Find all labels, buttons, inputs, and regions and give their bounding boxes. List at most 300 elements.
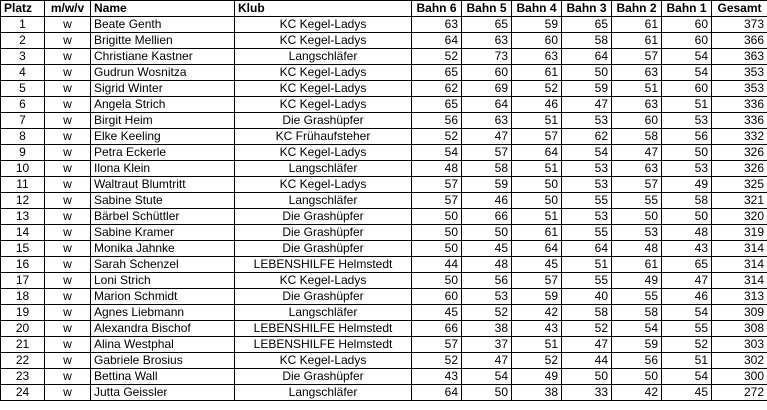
cell-bahn5: 47 — [462, 129, 512, 145]
cell-bahn4: 50 — [512, 193, 562, 209]
cell-gender: w — [45, 385, 91, 401]
cell-klub: Die Grashüpfer — [235, 113, 412, 129]
table-body — [1, 17, 767, 401]
cell-klub: KC Kegel-Ladys — [235, 145, 412, 161]
cell-bahn6: 56 — [412, 113, 462, 129]
cell-bahn2: 60 — [612, 113, 662, 129]
cell-bahn5: 73 — [462, 49, 512, 65]
cell-platz: 10 — [1, 161, 45, 177]
cell-gesamt: 303 — [712, 337, 767, 353]
cell-bahn1: 54 — [662, 65, 712, 81]
cell-platz: 12 — [1, 193, 45, 209]
cell-bahn4: 51 — [512, 113, 562, 129]
cell-name: Agnes Liebmann — [91, 305, 235, 321]
cell-bahn3: 58 — [562, 305, 612, 321]
cell-bahn1: 53 — [662, 161, 712, 177]
cell-platz: 9 — [1, 145, 45, 161]
cell-gender: w — [45, 321, 91, 337]
cell-platz: 14 — [1, 225, 45, 241]
table-row — [1, 97, 767, 113]
cell-name: Birgit Heim — [91, 113, 235, 129]
cell-gender: w — [45, 161, 91, 177]
cell-bahn2: 48 — [612, 241, 662, 257]
cell-bahn6: 54 — [412, 145, 462, 161]
cell-bahn3: 64 — [562, 49, 612, 65]
cell-gesamt: 326 — [712, 145, 767, 161]
cell-klub: KC Kegel-Ladys — [235, 177, 412, 193]
cell-bahn4: 49 — [512, 369, 562, 385]
cell-gender: w — [45, 305, 91, 321]
cell-bahn6: 65 — [412, 65, 462, 81]
cell-bahn4: 45 — [512, 257, 562, 273]
cell-klub: Die Grashüpfer — [235, 225, 412, 241]
cell-bahn4: 51 — [512, 209, 562, 225]
cell-bahn4: 64 — [512, 145, 562, 161]
cell-bahn6: 43 — [412, 369, 462, 385]
cell-bahn1: 50 — [662, 145, 712, 161]
cell-gesamt: 314 — [712, 273, 767, 289]
table-row — [1, 305, 767, 321]
cell-gender: w — [45, 353, 91, 369]
cell-platz: 2 — [1, 33, 45, 49]
cell-bahn5: 60 — [462, 65, 512, 81]
cell-gesamt: 302 — [712, 353, 767, 369]
cell-bahn2: 50 — [612, 209, 662, 225]
cell-bahn6: 50 — [412, 225, 462, 241]
cell-gender: w — [45, 257, 91, 273]
cell-bahn4: 52 — [512, 81, 562, 97]
cell-bahn6: 48 — [412, 161, 462, 177]
cell-bahn3: 51 — [562, 257, 612, 273]
cell-bahn4: 59 — [512, 289, 562, 305]
cell-name: Beate Genth — [91, 17, 235, 33]
cell-bahn5: 38 — [462, 321, 512, 337]
cell-bahn3: 55 — [562, 193, 612, 209]
cell-gender: w — [45, 33, 91, 49]
table-row — [1, 273, 767, 289]
cell-bahn5: 53 — [462, 289, 512, 305]
cell-name: Ilona Klein — [91, 161, 235, 177]
column-header-gender: m/w/v — [45, 1, 91, 17]
column-header-bahn6: Bahn 6 — [412, 1, 462, 17]
cell-klub: LEBENSHILFE Helmstedt — [235, 257, 412, 273]
cell-klub: Die Grashüpfer — [235, 209, 412, 225]
cell-bahn3: 65 — [562, 17, 612, 33]
cell-bahn2: 63 — [612, 65, 662, 81]
cell-bahn5: 57 — [462, 145, 512, 161]
cell-platz: 5 — [1, 81, 45, 97]
cell-bahn2: 47 — [612, 145, 662, 161]
cell-klub: Langschläfer — [235, 161, 412, 177]
table-row — [1, 65, 767, 81]
cell-bahn4: 61 — [512, 65, 562, 81]
cell-bahn4: 42 — [512, 305, 562, 321]
cell-gender: w — [45, 177, 91, 193]
cell-bahn2: 51 — [612, 81, 662, 97]
cell-bahn5: 65 — [462, 17, 512, 33]
cell-bahn1: 45 — [662, 385, 712, 401]
cell-gender: w — [45, 337, 91, 353]
table-row — [1, 113, 767, 129]
cell-bahn3: 62 — [562, 129, 612, 145]
table-row — [1, 369, 767, 385]
cell-bahn5: 52 — [462, 305, 512, 321]
cell-bahn4: 38 — [512, 385, 562, 401]
cell-name: Brigitte Mellien — [91, 33, 235, 49]
cell-name: Marion Schmidt — [91, 289, 235, 305]
table-row — [1, 321, 767, 337]
cell-bahn3: 53 — [562, 161, 612, 177]
cell-bahn5: 63 — [462, 113, 512, 129]
cell-name: Gudrun Wosnitza — [91, 65, 235, 81]
cell-bahn5: 54 — [462, 369, 512, 385]
cell-gender: w — [45, 113, 91, 129]
header-row — [1, 1, 767, 17]
cell-bahn5: 56 — [462, 273, 512, 289]
cell-bahn3: 52 — [562, 321, 612, 337]
table-row — [1, 385, 767, 401]
table-row — [1, 241, 767, 257]
cell-platz: 23 — [1, 369, 45, 385]
cell-bahn5: 64 — [462, 97, 512, 113]
cell-gender: w — [45, 17, 91, 33]
cell-gender: w — [45, 129, 91, 145]
cell-bahn4: 63 — [512, 49, 562, 65]
cell-platz: 8 — [1, 129, 45, 145]
cell-klub: Langschläfer — [235, 49, 412, 65]
cell-name: Gabriele Brosius — [91, 353, 235, 369]
cell-klub: Langschläfer — [235, 305, 412, 321]
cell-bahn3: 33 — [562, 385, 612, 401]
cell-bahn1: 54 — [662, 305, 712, 321]
cell-name: Bärbel Schüttler — [91, 209, 235, 225]
cell-bahn1: 51 — [662, 97, 712, 113]
cell-bahn6: 65 — [412, 97, 462, 113]
cell-klub: Langschläfer — [235, 385, 412, 401]
cell-platz: 16 — [1, 257, 45, 273]
cell-klub: LEBENSHILFE Helmstedt — [235, 337, 412, 353]
cell-platz: 17 — [1, 273, 45, 289]
cell-gesamt: 353 — [712, 65, 767, 81]
cell-gesamt: 314 — [712, 257, 767, 273]
cell-gesamt: 320 — [712, 209, 767, 225]
cell-gesamt: 300 — [712, 369, 767, 385]
cell-platz: 21 — [1, 337, 45, 353]
cell-bahn2: 58 — [612, 305, 662, 321]
cell-bahn2: 61 — [612, 33, 662, 49]
cell-bahn1: 55 — [662, 321, 712, 337]
cell-bahn6: 52 — [412, 49, 462, 65]
cell-name: Alexandra Bischof — [91, 321, 235, 337]
cell-bahn6: 44 — [412, 257, 462, 273]
cell-bahn6: 64 — [412, 33, 462, 49]
cell-bahn3: 50 — [562, 65, 612, 81]
cell-klub: Die Grashüpfer — [235, 289, 412, 305]
cell-bahn6: 57 — [412, 337, 462, 353]
cell-name: Sigrid Winter — [91, 81, 235, 97]
cell-platz: 20 — [1, 321, 45, 337]
cell-bahn2: 57 — [612, 49, 662, 65]
cell-klub: KC Kegel-Ladys — [235, 81, 412, 97]
cell-bahn6: 60 — [412, 289, 462, 305]
cell-gender: w — [45, 49, 91, 65]
cell-bahn2: 54 — [612, 321, 662, 337]
cell-bahn2: 61 — [612, 257, 662, 273]
cell-bahn2: 55 — [612, 193, 662, 209]
cell-name: Jutta Geissler — [91, 385, 235, 401]
column-header-bahn4: Bahn 4 — [512, 1, 562, 17]
cell-platz: 4 — [1, 65, 45, 81]
cell-bahn6: 62 — [412, 81, 462, 97]
cell-platz: 7 — [1, 113, 45, 129]
cell-platz: 19 — [1, 305, 45, 321]
cell-bahn1: 56 — [662, 129, 712, 145]
cell-bahn1: 53 — [662, 113, 712, 129]
cell-bahn3: 55 — [562, 225, 612, 241]
cell-bahn3: 40 — [562, 289, 612, 305]
cell-bahn6: 50 — [412, 209, 462, 225]
cell-bahn5: 69 — [462, 81, 512, 97]
cell-gesamt: 332 — [712, 129, 767, 145]
table-row — [1, 33, 767, 49]
cell-bahn4: 46 — [512, 97, 562, 113]
cell-gesamt: 314 — [712, 241, 767, 257]
cell-platz: 3 — [1, 49, 45, 65]
cell-name: Loni Strich — [91, 273, 235, 289]
column-header-bahn5: Bahn 5 — [462, 1, 512, 17]
cell-gender: w — [45, 145, 91, 161]
cell-bahn2: 61 — [612, 17, 662, 33]
cell-name: Christiane Kastner — [91, 49, 235, 65]
cell-gender: w — [45, 81, 91, 97]
cell-bahn4: 57 — [512, 273, 562, 289]
cell-bahn6: 50 — [412, 241, 462, 257]
cell-bahn2: 56 — [612, 353, 662, 369]
cell-bahn6: 45 — [412, 305, 462, 321]
cell-bahn4: 50 — [512, 177, 562, 193]
cell-platz: 13 — [1, 209, 45, 225]
cell-bahn1: 47 — [662, 273, 712, 289]
cell-name: Bettina Wall — [91, 369, 235, 385]
cell-gender: w — [45, 209, 91, 225]
cell-bahn1: 60 — [662, 33, 712, 49]
cell-gesamt: 336 — [712, 113, 767, 129]
cell-name: Sarah Schenzel — [91, 257, 235, 273]
cell-bahn3: 44 — [562, 353, 612, 369]
cell-bahn4: 57 — [512, 129, 562, 145]
cell-bahn6: 57 — [412, 177, 462, 193]
table-row — [1, 353, 767, 369]
cell-bahn1: 60 — [662, 17, 712, 33]
cell-klub: KC Kegel-Ladys — [235, 97, 412, 113]
cell-bahn3: 53 — [562, 113, 612, 129]
cell-klub: Die Grashüpfer — [235, 241, 412, 257]
table-row — [1, 177, 767, 193]
cell-bahn2: 63 — [612, 97, 662, 113]
cell-name: Angela Strich — [91, 97, 235, 113]
cell-bahn4: 51 — [512, 337, 562, 353]
cell-bahn1: 58 — [662, 193, 712, 209]
column-header-name: Name — [91, 1, 235, 17]
cell-bahn3: 53 — [562, 177, 612, 193]
cell-bahn1: 54 — [662, 369, 712, 385]
cell-bahn1: 48 — [662, 225, 712, 241]
cell-bahn3: 59 — [562, 81, 612, 97]
cell-klub: Die Grashüpfer — [235, 369, 412, 385]
cell-platz: 11 — [1, 177, 45, 193]
table-row — [1, 17, 767, 33]
cell-bahn2: 42 — [612, 385, 662, 401]
cell-gender: w — [45, 65, 91, 81]
cell-bahn4: 43 — [512, 321, 562, 337]
cell-platz: 6 — [1, 97, 45, 113]
table-row — [1, 289, 767, 305]
cell-gesamt: 373 — [712, 17, 767, 33]
cell-bahn2: 59 — [612, 337, 662, 353]
cell-bahn1: 60 — [662, 81, 712, 97]
cell-name: Petra Eckerle — [91, 145, 235, 161]
cell-bahn2: 58 — [612, 129, 662, 145]
cell-klub: KC Frühaufsteher — [235, 129, 412, 145]
table-row — [1, 257, 767, 273]
table-row — [1, 49, 767, 65]
cell-gesamt: 336 — [712, 97, 767, 113]
cell-bahn6: 66 — [412, 321, 462, 337]
table-row — [1, 81, 767, 97]
cell-platz: 18 — [1, 289, 45, 305]
cell-platz: 1 — [1, 17, 45, 33]
cell-bahn1: 51 — [662, 353, 712, 369]
cell-bahn3: 47 — [562, 337, 612, 353]
cell-bahn3: 53 — [562, 209, 612, 225]
column-header-klub: Klub — [235, 1, 412, 17]
cell-bahn5: 37 — [462, 337, 512, 353]
cell-bahn2: 50 — [612, 369, 662, 385]
cell-bahn4: 60 — [512, 33, 562, 49]
cell-bahn3: 58 — [562, 33, 612, 49]
cell-bahn5: 46 — [462, 193, 512, 209]
cell-name: Sabine Kramer — [91, 225, 235, 241]
table-row — [1, 145, 767, 161]
cell-bahn4: 51 — [512, 161, 562, 177]
cell-bahn5: 50 — [462, 225, 512, 241]
cell-klub: Langschläfer — [235, 193, 412, 209]
column-header-bahn3: Bahn 3 — [562, 1, 612, 17]
cell-gender: w — [45, 193, 91, 209]
cell-bahn2: 63 — [612, 161, 662, 177]
cell-bahn6: 52 — [412, 353, 462, 369]
cell-bahn6: 64 — [412, 385, 462, 401]
cell-bahn1: 54 — [662, 49, 712, 65]
cell-bahn5: 47 — [462, 353, 512, 369]
column-header-bahn2: Bahn 2 — [612, 1, 662, 17]
cell-gesamt: 363 — [712, 49, 767, 65]
cell-klub: KC Kegel-Ladys — [235, 33, 412, 49]
cell-gender: w — [45, 289, 91, 305]
cell-bahn2: 53 — [612, 225, 662, 241]
cell-klub: LEBENSHILFE Helmstedt — [235, 321, 412, 337]
cell-gesamt: 313 — [712, 289, 767, 305]
cell-gesamt: 319 — [712, 225, 767, 241]
table-row — [1, 337, 767, 353]
cell-bahn3: 55 — [562, 273, 612, 289]
cell-bahn1: 43 — [662, 241, 712, 257]
cell-klub: KC Kegel-Ladys — [235, 17, 412, 33]
cell-gesamt: 353 — [712, 81, 767, 97]
cell-bahn3: 47 — [562, 97, 612, 113]
cell-bahn5: 58 — [462, 161, 512, 177]
cell-gesamt: 366 — [712, 33, 767, 49]
cell-klub: KC Kegel-Ladys — [235, 65, 412, 81]
cell-bahn2: 55 — [612, 289, 662, 305]
cell-bahn3: 54 — [562, 145, 612, 161]
cell-klub: KC Kegel-Ladys — [235, 353, 412, 369]
cell-bahn1: 46 — [662, 289, 712, 305]
cell-gesamt: 308 — [712, 321, 767, 337]
cell-gender: w — [45, 369, 91, 385]
cell-gender: w — [45, 225, 91, 241]
cell-bahn1: 65 — [662, 257, 712, 273]
cell-gender: w — [45, 273, 91, 289]
cell-gesamt: 325 — [712, 177, 767, 193]
cell-bahn6: 57 — [412, 193, 462, 209]
table-row — [1, 161, 767, 177]
cell-bahn5: 45 — [462, 241, 512, 257]
cell-bahn6: 52 — [412, 129, 462, 145]
cell-platz: 15 — [1, 241, 45, 257]
cell-gesamt: 321 — [712, 193, 767, 209]
table-row — [1, 209, 767, 225]
cell-bahn2: 57 — [612, 177, 662, 193]
column-header-bahn1: Bahn 1 — [662, 1, 712, 17]
cell-platz: 22 — [1, 353, 45, 369]
cell-bahn5: 59 — [462, 177, 512, 193]
cell-bahn3: 64 — [562, 241, 612, 257]
cell-bahn3: 50 — [562, 369, 612, 385]
cell-name: Elke Keeling — [91, 129, 235, 145]
cell-bahn4: 52 — [512, 353, 562, 369]
cell-gesamt: 326 — [712, 161, 767, 177]
cell-bahn4: 59 — [512, 17, 562, 33]
cell-gender: w — [45, 241, 91, 257]
cell-bahn1: 49 — [662, 177, 712, 193]
cell-name: Waltraut Blumtritt — [91, 177, 235, 193]
table-row — [1, 193, 767, 209]
table-row — [1, 129, 767, 145]
cell-bahn6: 50 — [412, 273, 462, 289]
cell-name: Sabine Stute — [91, 193, 235, 209]
cell-gesamt: 309 — [712, 305, 767, 321]
cell-gesamt: 272 — [712, 385, 767, 401]
cell-bahn4: 64 — [512, 241, 562, 257]
column-header-platz: Platz — [1, 1, 45, 17]
cell-name: Monika Jahnke — [91, 241, 235, 257]
cell-bahn2: 49 — [612, 273, 662, 289]
cell-bahn1: 52 — [662, 337, 712, 353]
cell-bahn6: 63 — [412, 17, 462, 33]
cell-bahn4: 61 — [512, 225, 562, 241]
table-row — [1, 225, 767, 241]
cell-gender: w — [45, 97, 91, 113]
cell-name: Alina Westphal — [91, 337, 235, 353]
cell-bahn5: 63 — [462, 33, 512, 49]
cell-bahn5: 50 — [462, 385, 512, 401]
cell-platz: 24 — [1, 385, 45, 401]
cell-bahn5: 48 — [462, 257, 512, 273]
cell-bahn1: 50 — [662, 209, 712, 225]
cell-klub: KC Kegel-Ladys — [235, 273, 412, 289]
column-header-gesamt: Gesamt — [712, 1, 767, 17]
